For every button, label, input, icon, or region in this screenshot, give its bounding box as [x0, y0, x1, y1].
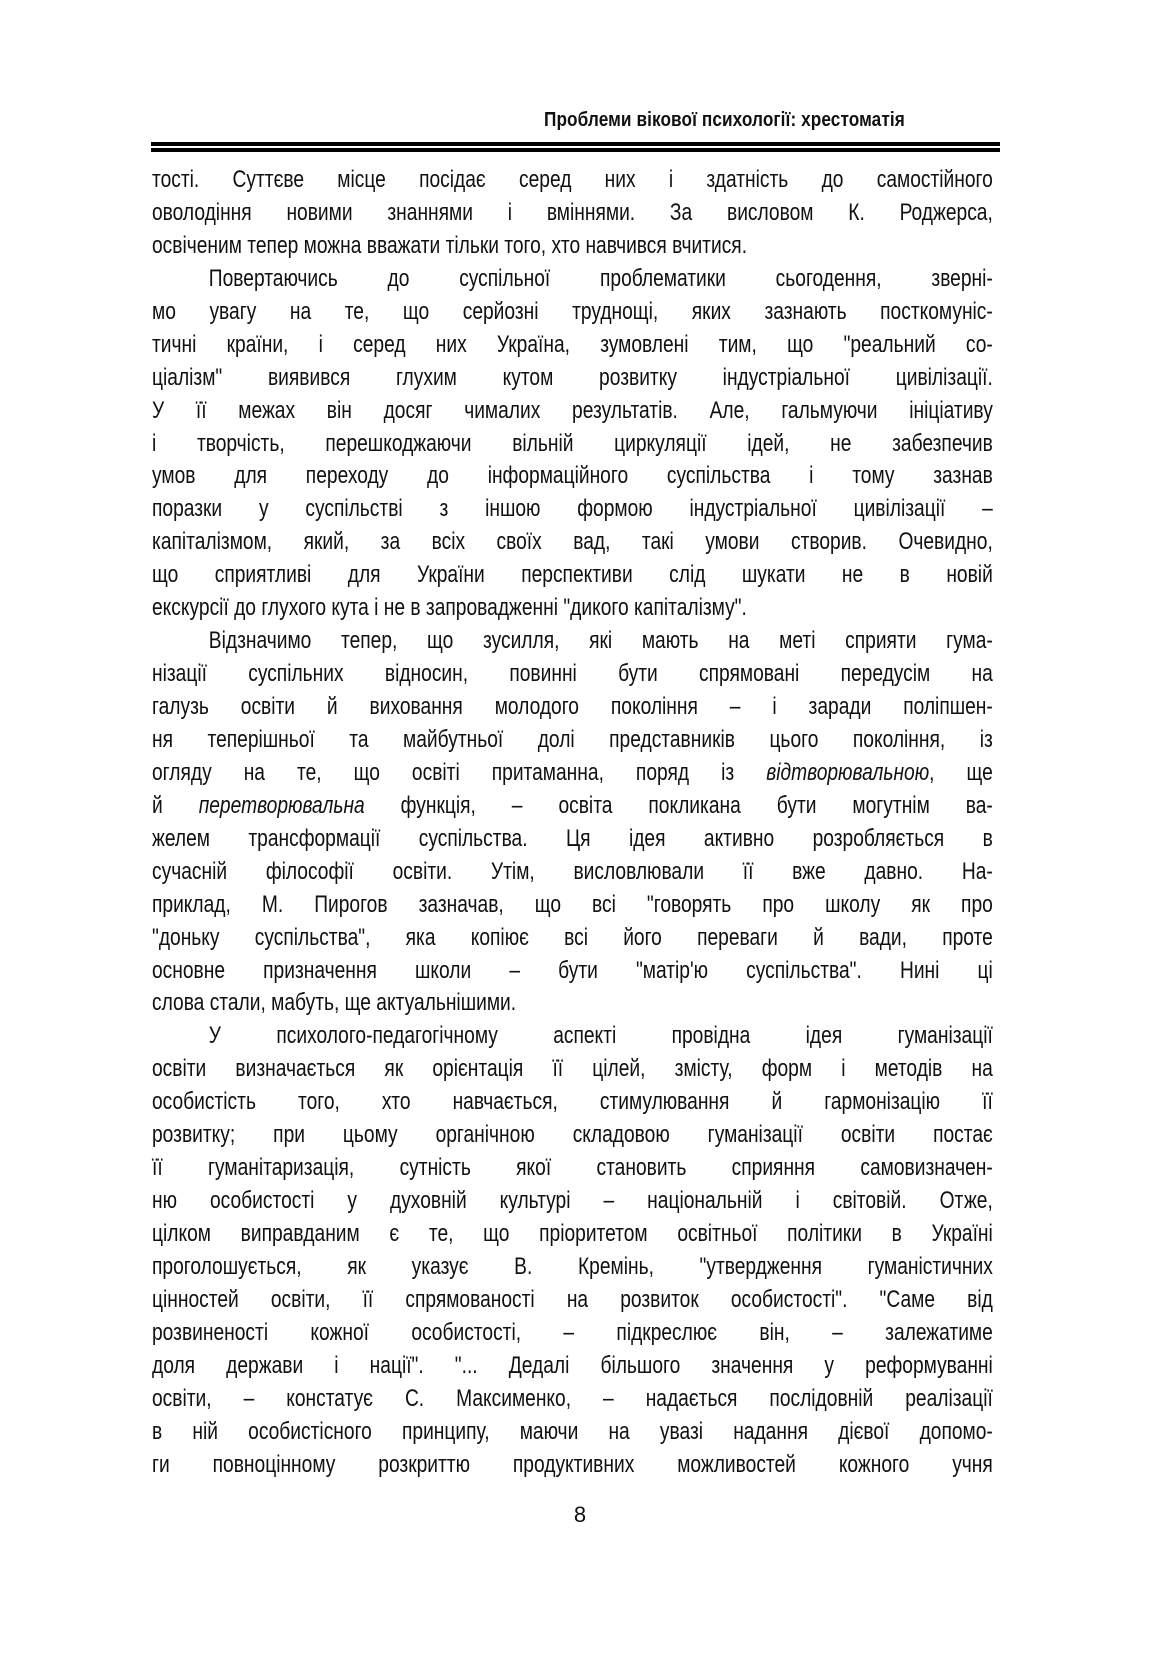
text-line: умов для переходу до інформаційного суспільства і тому зазнав: [152, 462, 993, 490]
text-line: основне призначення школи – бути "матір'ю суспільства". Нині ці: [152, 956, 993, 984]
text-line: нізації суспільних відносин, повинні бути спрямовані передусім на: [152, 660, 993, 688]
text-line: цілком виправданим є те, що пріоритетом освітньої політики в Україні: [152, 1220, 993, 1247]
text-line: Відзначимо тепер, що зусилля, які мають на меті сприяти гума-: [208, 627, 993, 655]
text-line: в ній особистісного принципу, маючи на увазі надання дієвої допомо-: [152, 1417, 993, 1445]
text-run: огляду на те, що освіті притаманна, поряд із: [152, 758, 767, 786]
text-line: освіти визначається як орієнтація її цілей, змісту, форм і методів на: [152, 1055, 993, 1083]
text-run: функція, – освіта покликана бути могутнім ва-: [364, 791, 993, 819]
page-number: 8: [573, 1502, 587, 1527]
text-line: галузь освіти й виховання молодого покоління – і заради поліпшен-: [152, 693, 993, 720]
text-line: її гуманітаризація, сутність якої становить сприяння самовизначен-: [152, 1154, 993, 1182]
paragraph-2: [152, 262, 993, 624]
text-line: особистість того, хто навчається, стимулювання й гармонізацію її: [152, 1088, 993, 1116]
text-line: слова стали, мабуть, ще актуальнішими.: [152, 989, 517, 1017]
text-line: ціалізм" виявився глухим кутом розвитку індустріальної цивілізації.: [152, 363, 993, 391]
header-rule-bottom: [151, 148, 1000, 152]
text-line: желем трансформації суспільства. Ця ідея активно розробляється в: [152, 824, 993, 852]
text-line: доля держави і нації". "... Дедалі більшого значення у реформуванні: [152, 1351, 993, 1379]
paragraph-3: [152, 624, 993, 1019]
text-line-with-italic: [152, 756, 993, 789]
running-head-title: Проблеми вікової психології: хрестоматія: [544, 109, 905, 131]
text-line: тичні країни, і серед них Україна, зумовлені тим, що "реальний со-: [152, 330, 993, 358]
text-line: розвитку; при цьому органічною складовою гуманізації освіти постає: [152, 1121, 993, 1149]
text-line: освіти, – констатує С. Максименко, – надається послідовній реалізації: [152, 1384, 993, 1412]
paragraph-4: [152, 1019, 993, 1480]
text-line: проголошується, як указує В. Кремінь, "утвердження гуманістичних: [152, 1252, 993, 1280]
running-head: [544, 108, 1000, 134]
italic-term: перетворювальна: [198, 791, 365, 819]
text-line: У психолого-педагогічному аспекті провідна ідея гуманізації: [208, 1022, 993, 1050]
text-line: оволодіння новими знаннями і вміннями. За висловом К. Роджерса,: [152, 198, 993, 226]
text-line: капіталізмом, який, за всіх своїх вад, такі умови створив. Очевидно,: [152, 528, 993, 556]
text-line: Повертаючись до суспільної проблематики сьогодення, зверні-: [208, 264, 993, 292]
text-line: освіченим тепер можна вважати тільки того, хто навчився вчитися.: [152, 231, 748, 259]
text-line: екскурсії до глухого кута і не в запровадженні "дикого капіталізму".: [152, 594, 747, 622]
text-line: ню особистості у духовній культурі – національній і світовій. Отже,: [152, 1187, 993, 1215]
italic-term: відтворювальною: [766, 758, 930, 786]
text-line: ги повноцінному розкриттю продуктивних можливостей кожного учня: [152, 1450, 993, 1478]
text-line: поразки у суспільстві з іншою формою індустріальної цивілізації –: [152, 495, 993, 523]
text-line: і творчість, перешкоджаючи вільній циркуляції ідей, не забезпечив: [152, 429, 993, 457]
body-text: [152, 163, 993, 1481]
text-line: ня теперішньої та майбутньої долі представників цього покоління, із: [152, 725, 993, 753]
text-run: й: [152, 791, 199, 819]
text-line: У її межах він досяг чималих результатів. Але, гальмуючи ініціативу: [152, 396, 993, 424]
text-line: "доньку суспільства", яка копіює всі його переваги й вади, проте: [152, 923, 993, 951]
text-line: тості. Суттєве місце посідає серед них і здатність до самостійного: [152, 166, 993, 193]
text-line: цінностей освіти, її спрямованості на розвиток особистості". "Саме від: [152, 1285, 993, 1313]
text-line: розвиненості кожної особистості, – підкреслює він, – залежатиме: [152, 1318, 993, 1346]
text-run: , ще: [929, 758, 993, 786]
text-line: приклад, М. Пирогов зазначав, що всі "говорять про школу як про: [152, 890, 993, 918]
text-line: що сприятливі для України перспективи слід шукати не в новій: [152, 561, 993, 589]
header-rule-top: [151, 142, 1000, 146]
text-line-with-italic: [152, 789, 993, 822]
text-line: сучасній філософії освіти. Утім, висловлювали її вже давно. На-: [152, 857, 993, 885]
text-line: мо увагу на те, що серйозні труднощі, яких зазнають посткомуніс-: [152, 297, 993, 325]
paragraph-1: [152, 163, 993, 262]
